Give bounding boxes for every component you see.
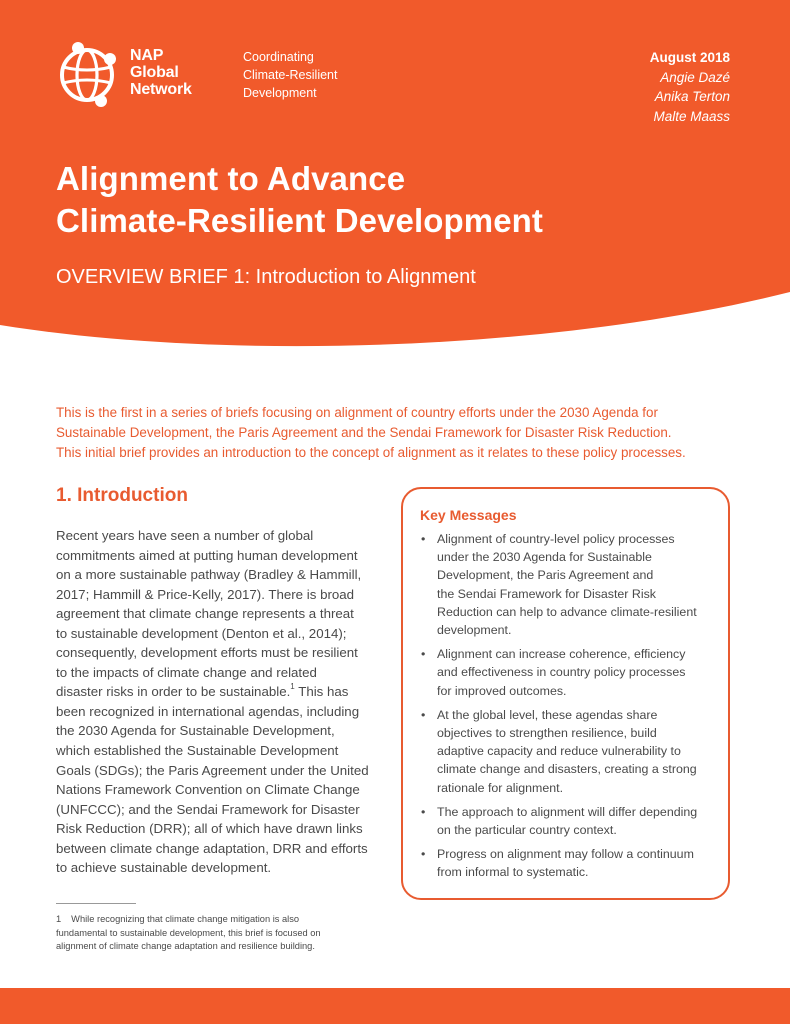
key-message-line: development. xyxy=(437,623,512,638)
page-title xyxy=(56,158,543,242)
body-line-text: This has xyxy=(294,684,349,700)
key-message-line: climate change and disasters, creating a strong xyxy=(437,762,697,777)
footnote-text: While recognizing that climate change mitigation is also xyxy=(71,914,300,924)
publication-date: August 2018 xyxy=(649,50,730,65)
key-message-line: on the particular country context. xyxy=(437,823,617,838)
body-line: consequently, development efforts must be resilient xyxy=(56,645,358,661)
footnote-line: alignment of climate change adaptation and resilience building. xyxy=(56,941,315,951)
globe-network-icon xyxy=(56,40,122,108)
body-line: to sustainable development (Denton et al., 2014); xyxy=(56,625,347,641)
body-line-text: disaster risks in order to be sustainable. xyxy=(56,684,291,700)
key-message-line: and effectiveness in country policy processes xyxy=(437,665,686,680)
logo-line: Network xyxy=(130,81,192,98)
title-line: Climate-Resilient Development xyxy=(56,202,544,239)
tagline-line: Coordinating xyxy=(243,50,314,64)
key-messages-list xyxy=(420,530,720,888)
key-message-line: Alignment of country-level policy processes xyxy=(437,532,675,546)
body-line: Risk Reduction (DRR); all of which have drawn links xyxy=(56,821,363,837)
body-line: (UNFCCC); and the Sendai Framework for Disaster xyxy=(56,801,360,817)
intro-paragraph xyxy=(56,403,746,463)
tagline xyxy=(243,48,337,102)
body-line: on a more sustainable pathway (Bradley & Hammill, xyxy=(56,567,362,583)
logo-line: Global xyxy=(130,64,179,81)
body-line: the 2030 Agenda for Sustainable Development, xyxy=(56,723,335,739)
key-message-line: adaptive capacity and reduce vulnerability to xyxy=(437,744,681,759)
body-line: which established the Sustainable Development xyxy=(56,743,339,759)
body-line: 2017; Hammill & Price-Kelly, 2017). There is broad xyxy=(56,586,355,602)
key-message-item xyxy=(420,645,720,700)
section-heading: 1. Introduction xyxy=(56,485,188,506)
tagline-line: Climate-Resilient xyxy=(243,68,338,82)
key-message-item xyxy=(420,803,720,839)
author-name: Angie Dazé xyxy=(660,69,730,85)
footnote-divider xyxy=(56,903,136,904)
body-line: Recent years have seen a number of global xyxy=(56,528,314,543)
bullet-icon: • xyxy=(421,532,426,546)
title-line: Alignment to Advance xyxy=(56,160,406,197)
bullet-icon: • xyxy=(421,804,426,819)
body-line xyxy=(56,682,386,702)
logo-line: NAP xyxy=(130,47,164,64)
bullet-icon: • xyxy=(421,847,426,862)
body-line: Goals (SDGs); the Paris Agreement under the United xyxy=(56,762,369,778)
logo-wordmark xyxy=(130,47,192,98)
body-line: Nations Framework Convention on Climate Change xyxy=(56,782,360,798)
key-messages-title: Key Messages xyxy=(420,507,517,523)
key-message-item xyxy=(420,530,720,639)
key-message-line: Development, the Paris Agreement and xyxy=(437,568,654,583)
body-line: to the impacts of climate change and related xyxy=(56,664,317,680)
footnote-number: 1 xyxy=(56,914,62,924)
footnote xyxy=(56,913,386,954)
author-name: Malte Maass xyxy=(653,108,730,124)
section-body xyxy=(56,526,386,878)
key-message-item xyxy=(420,706,720,797)
bullet-icon: • xyxy=(421,647,426,662)
body-line: agreement that climate change represents a threat xyxy=(56,606,354,622)
key-message-line: under the 2030 Agenda for Sustainable xyxy=(437,550,652,565)
footnote-ref[interactable]: 1 xyxy=(290,682,295,692)
author-name: Anika Terton xyxy=(654,89,730,104)
body-line: commitments aimed at putting human development xyxy=(56,547,358,563)
body-line: between climate change adaptation, DRR and efforts xyxy=(56,840,368,856)
key-message-line: the Sendai Framework for Disaster Risk xyxy=(437,586,656,601)
key-message-line: from informal to systematic. xyxy=(437,865,589,880)
intro-line: This initial brief provides an introduction to the concept of alignment as it relates to these policy processes. xyxy=(56,445,686,460)
tagline-line: Development xyxy=(243,86,317,100)
key-message-line: rationale for alignment. xyxy=(437,780,564,795)
key-message-line: At the global level, these agendas share xyxy=(437,707,658,722)
bullet-icon: • xyxy=(421,707,426,722)
key-message-line: for improved outcomes. xyxy=(437,683,567,698)
body-line: to achieve sustainable development. xyxy=(56,860,272,876)
footnote-line xyxy=(56,913,386,927)
key-message-line: Alignment can increase coherence, efficiency xyxy=(437,647,686,662)
footnote-line: fundamental to sustainable development, this brief is focused on xyxy=(56,927,321,938)
intro-line: This is the first in a series of briefs focusing on alignment of country efforts under the 2030 Agenda for xyxy=(56,405,658,420)
footer-band xyxy=(0,988,790,1024)
body-line: been recognized in international agendas, including xyxy=(56,703,360,719)
publication-meta xyxy=(650,48,730,126)
key-message-line: Progress on alignment may follow a continuum xyxy=(437,847,694,862)
page-subtitle: OVERVIEW BRIEF 1: Introduction to Alignment xyxy=(56,266,476,288)
key-message-line: The approach to alignment will differ depending xyxy=(437,804,698,819)
key-message-item xyxy=(420,845,720,881)
intro-line: Sustainable Development, the Paris Agreement and the Sendai Framework for Disaster Risk Reduction. xyxy=(56,425,672,440)
key-message-line: Reduction can help to advance climate-resilient xyxy=(437,604,697,619)
key-message-line: objectives to strengthen resilience, build xyxy=(437,726,657,741)
